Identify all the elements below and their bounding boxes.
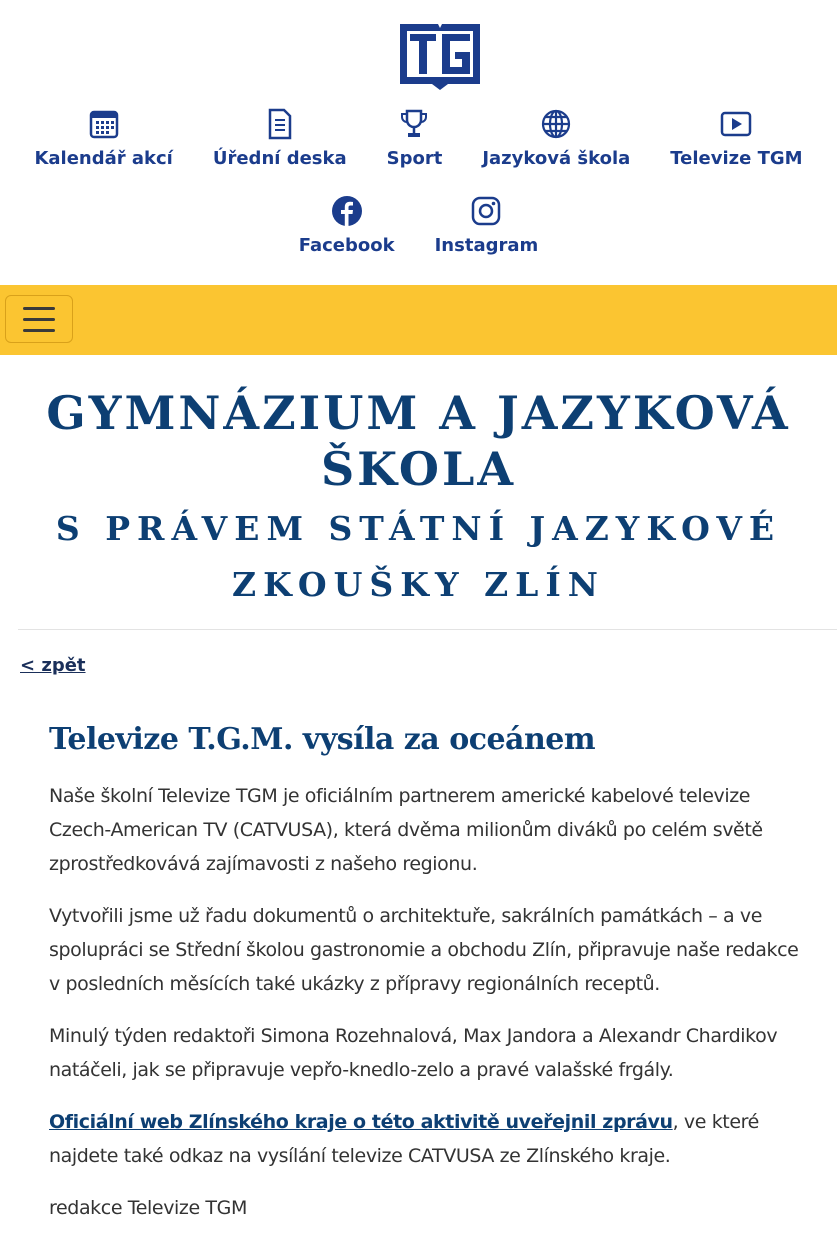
logo-text: TG bbox=[440, 70, 442, 71]
site-title-line2: S PRÁVEM STÁTNÍ JAZYKOVÉ ZKOUŠKY ZLÍN bbox=[55, 509, 782, 604]
menu-toggle-button[interactable] bbox=[5, 295, 73, 343]
globe-icon bbox=[540, 108, 572, 140]
quick-link-official-board[interactable] bbox=[193, 108, 367, 169]
facebook-icon bbox=[331, 195, 363, 227]
quick-link-label: Sport bbox=[386, 148, 443, 169]
calendar-icon bbox=[88, 108, 120, 140]
quick-link-label: Kalendář akcí bbox=[34, 148, 173, 169]
quick-link-language-school[interactable] bbox=[462, 108, 650, 169]
article-paragraph: Minulý týden redaktoři Simona Rozehnalová, Max Jandora a Alexandr Chardikov natáčeli, jak se připravuje vepřo-knedlo-zelo a pravé valašské frgály. bbox=[49, 1025, 778, 1081]
quick-links bbox=[0, 108, 837, 256]
book-logo-icon bbox=[398, 22, 482, 92]
quick-link-instagram[interactable] bbox=[415, 195, 559, 256]
school-logo[interactable] bbox=[398, 22, 482, 92]
hamburger-icon bbox=[23, 307, 55, 310]
article bbox=[49, 722, 809, 1243]
quick-link-calendar[interactable] bbox=[14, 108, 192, 169]
quick-link-label: Facebook bbox=[298, 235, 395, 256]
quick-link-tv[interactable] bbox=[650, 108, 822, 169]
article-paragraph bbox=[49, 1105, 809, 1173]
site-title bbox=[0, 385, 837, 613]
article-signature: redakce Televize TGM bbox=[49, 1197, 247, 1219]
quick-link-facebook[interactable] bbox=[279, 195, 415, 256]
back-link[interactable]: < zpět bbox=[20, 655, 86, 676]
quick-link-label: Instagram bbox=[434, 235, 539, 256]
hamburger-icon bbox=[23, 318, 55, 321]
instagram-icon bbox=[470, 195, 502, 227]
quick-link-label: Úřední deska bbox=[212, 148, 347, 169]
document-icon bbox=[264, 108, 296, 140]
play-icon bbox=[720, 108, 752, 140]
quick-link-label: Televize TGM bbox=[670, 148, 803, 169]
hamburger-icon bbox=[23, 329, 55, 332]
trophy-icon bbox=[398, 108, 430, 140]
quick-link-label: Jazyková škola bbox=[482, 148, 631, 169]
article-paragraph: Vytvořili jsme už řadu dokumentů o architektuře, sakrálních památkách – a ve spolupráci se Střední školou gastronomie a obchodu Zlín, připravuje naše redakce v posledních měsících také ukázky z přípravy regionálních receptů. bbox=[49, 905, 799, 995]
article-paragraph-rest: , ve které najdete také odkaz na vysílání televize CATVUSA ze Zlínského kraje. bbox=[49, 1111, 759, 1167]
article-paragraph: Naše školní Televize TGM je oficiálním partnerem americké kabelové televize Czech-American TV (CATVUSA), která dvěma milionům diváků po celém světě zprostředkovává zajímavosti z našeho regionu. bbox=[49, 785, 763, 875]
quick-link-sport[interactable] bbox=[367, 108, 463, 169]
zlin-region-link[interactable]: Oficiální web Zlínského kraje o této aktivitě uveřejnil zprávu bbox=[49, 1111, 673, 1133]
main-navbar bbox=[0, 285, 837, 355]
article-title: Televize T.G.M. vysíla za oceánem bbox=[49, 722, 596, 757]
site-title-line1: GYMNÁZIUM A JAZYKOVÁ ŠKOLA bbox=[46, 386, 791, 496]
divider bbox=[18, 629, 837, 630]
